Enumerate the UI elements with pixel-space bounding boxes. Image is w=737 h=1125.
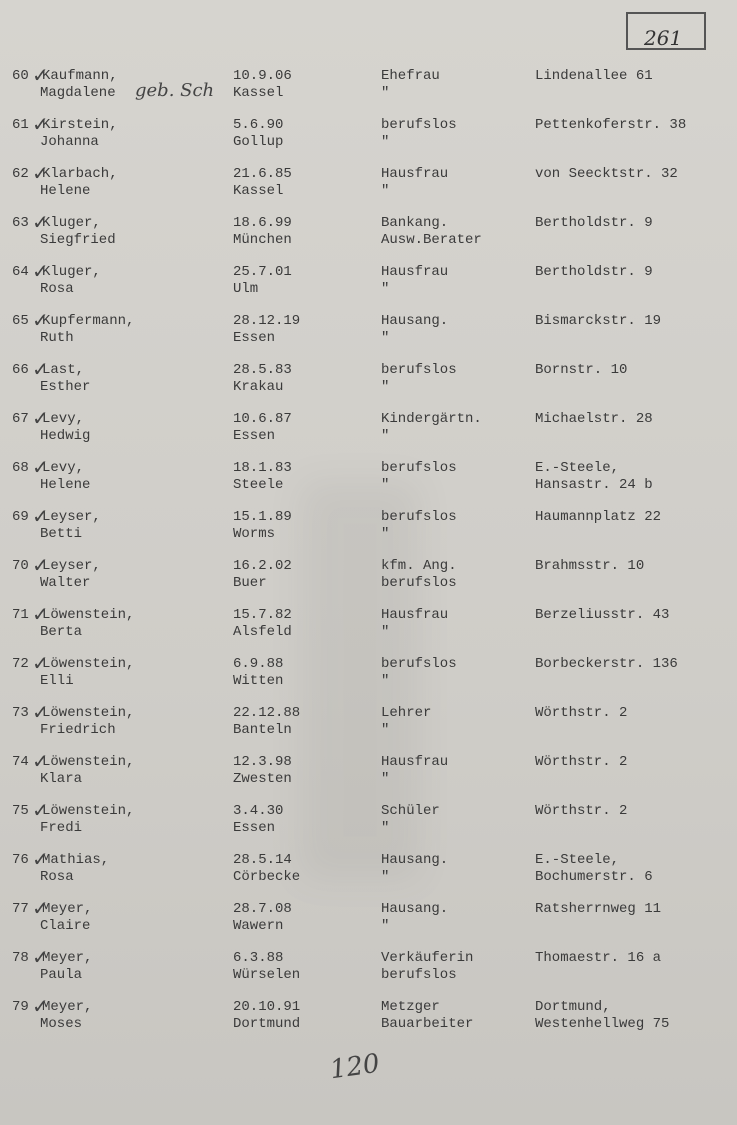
last-name: Kirstein, xyxy=(42,117,118,133)
occupation-line2: " xyxy=(381,820,390,836)
check-mark-icon: ✓ xyxy=(32,63,49,87)
entry-number: 70 xyxy=(12,558,29,574)
check-mark-icon: ✓ xyxy=(32,259,49,283)
occupation-line2: " xyxy=(381,281,390,297)
first-name: Magdalene xyxy=(40,85,116,101)
birth-place: Dortmund xyxy=(233,1016,301,1032)
list-item xyxy=(0,406,737,459)
birth-place: Cörbecke xyxy=(233,869,301,885)
first-name: Rosa xyxy=(40,281,74,297)
entry-number: 60 xyxy=(12,68,29,84)
first-name: Fredi xyxy=(40,820,83,836)
entry-number: 71 xyxy=(12,607,29,623)
list-item xyxy=(0,945,737,998)
occupation: berufslos xyxy=(381,509,457,525)
list-item xyxy=(0,749,737,802)
birth-place: Alsfeld xyxy=(233,624,292,640)
first-name: Ruth xyxy=(40,330,74,346)
check-mark-icon: ✓ xyxy=(32,406,49,430)
address: Ratsherrnweg 11 xyxy=(535,901,662,917)
occupation-line2: berufslos xyxy=(381,575,457,591)
birth-date: 5.6.90 xyxy=(233,117,284,133)
entry-number: 74 xyxy=(12,754,29,770)
address: Wörthstr. 2 xyxy=(535,754,628,770)
birth-date: 6.3.88 xyxy=(233,950,284,966)
birth-date: 15.7.82 xyxy=(233,607,292,623)
occupation-line2: " xyxy=(381,526,390,542)
first-name: Betti xyxy=(40,526,83,542)
occupation-line2: " xyxy=(381,869,390,885)
list-item xyxy=(0,896,737,949)
occupation-line2: " xyxy=(381,183,390,199)
birth-date: 3.4.30 xyxy=(233,803,284,819)
birth-place: Steele xyxy=(233,477,284,493)
birth-place: Zwesten xyxy=(233,771,292,787)
entry-number: 69 xyxy=(12,509,29,525)
birth-date: 18.1.83 xyxy=(233,460,292,476)
occupation: Hausfrau xyxy=(381,264,449,280)
last-name: Löwenstein, xyxy=(42,656,135,672)
occupation: Verkäuferin xyxy=(381,950,474,966)
last-name: Kluger, xyxy=(42,264,101,280)
first-name: Siegfried xyxy=(40,232,116,248)
last-name: Levy, xyxy=(42,460,85,476)
list-item xyxy=(0,161,737,214)
check-mark-icon: ✓ xyxy=(32,504,49,528)
list-item xyxy=(0,112,737,165)
birth-place: Wawern xyxy=(233,918,284,934)
occupation: Hausang. xyxy=(381,313,449,329)
check-mark-icon: ✓ xyxy=(32,455,49,479)
occupation: berufslos xyxy=(381,117,457,133)
entry-number: 79 xyxy=(12,999,29,1015)
occupation: Hausfrau xyxy=(381,607,449,623)
occupation: berufslos xyxy=(381,460,457,476)
occupation-line2: " xyxy=(381,624,390,640)
birth-date: 6.9.88 xyxy=(233,656,284,672)
birth-place: Kassel xyxy=(233,183,284,199)
occupation-line2: Bauarbeiter xyxy=(381,1016,474,1032)
birth-date: 16.2.02 xyxy=(233,558,292,574)
entry-number: 64 xyxy=(12,264,29,280)
last-name: Meyer, xyxy=(42,901,93,917)
entry-number: 75 xyxy=(12,803,29,819)
list-item xyxy=(0,259,737,312)
list-item xyxy=(0,210,737,263)
last-name: Meyer, xyxy=(42,950,93,966)
last-name: Levy, xyxy=(42,411,85,427)
entry-number: 61 xyxy=(12,117,29,133)
entry-number: 73 xyxy=(12,705,29,721)
check-mark-icon: ✓ xyxy=(32,896,49,920)
check-mark-icon: ✓ xyxy=(32,651,49,675)
list-item xyxy=(0,700,737,753)
birth-place: Würselen xyxy=(233,967,301,983)
birth-place: Essen xyxy=(233,428,276,444)
occupation: Bankang. xyxy=(381,215,449,231)
stamp-number: 261 xyxy=(644,26,683,50)
check-mark-icon: ✓ xyxy=(32,161,49,185)
occupation: Kindergärtn. xyxy=(381,411,482,427)
first-name: Berta xyxy=(40,624,83,640)
first-name: Helene xyxy=(40,477,91,493)
list-item xyxy=(0,455,737,508)
birth-date: 10.9.06 xyxy=(233,68,292,84)
occupation-line2: Ausw.Berater xyxy=(381,232,482,248)
handwritten-signature: 120 xyxy=(328,1048,382,1086)
first-name: Claire xyxy=(40,918,91,934)
birth-place: Krakau xyxy=(233,379,284,395)
birth-date: 22.12.88 xyxy=(233,705,301,721)
address: Haumannplatz 22 xyxy=(535,509,662,525)
occupation: kfm. Ang. xyxy=(381,558,457,574)
list-item xyxy=(0,798,737,851)
address: Borbeckerstr. 136 xyxy=(535,656,678,672)
occupation-line2: " xyxy=(381,428,390,444)
list-item xyxy=(0,994,737,1047)
birth-place: München xyxy=(233,232,292,248)
occupation: Hausang. xyxy=(381,852,449,868)
address-line2: Bochumerstr. 6 xyxy=(535,869,653,885)
address: E.-Steele, xyxy=(535,460,620,476)
entry-number: 76 xyxy=(12,852,29,868)
first-name: Moses xyxy=(40,1016,83,1032)
birth-place: Ulm xyxy=(233,281,259,297)
address: E.-Steele, xyxy=(535,852,620,868)
birth-place: Banteln xyxy=(233,722,292,738)
entry-number: 67 xyxy=(12,411,29,427)
address: Bertholdstr. 9 xyxy=(535,215,653,231)
check-mark-icon: ✓ xyxy=(32,357,49,381)
occupation-line2: " xyxy=(381,771,390,787)
address: Bertholdstr. 9 xyxy=(535,264,653,280)
list-item xyxy=(0,553,737,606)
list-item xyxy=(0,847,737,900)
address: Dortmund, xyxy=(535,999,611,1015)
last-name: Kupfermann, xyxy=(42,313,135,329)
birth-date: 18.6.99 xyxy=(233,215,292,231)
entry-number: 78 xyxy=(12,950,29,966)
birth-place: Kassel xyxy=(233,85,284,101)
address: Pettenkoferstr. 38 xyxy=(535,117,687,133)
last-name: Klarbach, xyxy=(42,166,118,182)
occupation: Hausfrau xyxy=(381,166,449,182)
first-name: Walter xyxy=(40,575,91,591)
birth-date: 28.5.83 xyxy=(233,362,292,378)
birth-date: 28.12.19 xyxy=(233,313,301,329)
first-name: Elli xyxy=(40,673,74,689)
last-name: Löwenstein, xyxy=(42,705,135,721)
list-item xyxy=(0,651,737,704)
last-name: Kaufmann, xyxy=(42,68,118,84)
last-name: Löwenstein, xyxy=(42,607,135,623)
entry-number: 63 xyxy=(12,215,29,231)
birth-place: Essen xyxy=(233,330,276,346)
handwritten-annotation: geb. Sch xyxy=(135,80,215,101)
check-mark-icon: ✓ xyxy=(32,700,49,724)
list-item xyxy=(0,504,737,557)
occupation-line2: " xyxy=(381,85,390,101)
first-name: Hedwig xyxy=(40,428,91,444)
address: Wörthstr. 2 xyxy=(535,803,628,819)
birth-place: Worms xyxy=(233,526,276,542)
address: Wörthstr. 2 xyxy=(535,705,628,721)
occupation-line2: " xyxy=(381,379,390,395)
page-number-stamp xyxy=(626,12,706,50)
first-name: Johanna xyxy=(40,134,99,150)
address: Lindenallee 61 xyxy=(535,68,653,84)
first-name: Esther xyxy=(40,379,91,395)
entry-number: 62 xyxy=(12,166,29,182)
address-line2: Hansastr. 24 b xyxy=(535,477,653,493)
last-name: Meyer, xyxy=(42,999,93,1015)
last-name: Kluger, xyxy=(42,215,101,231)
address: Michaelstr. 28 xyxy=(535,411,653,427)
occupation: Hausfrau xyxy=(381,754,449,770)
check-mark-icon: ✓ xyxy=(32,210,49,234)
occupation-line2: " xyxy=(381,134,390,150)
last-name: Leyser, xyxy=(42,509,101,525)
birth-place: Buer xyxy=(233,575,267,591)
list-item xyxy=(0,357,737,410)
birth-date: 28.5.14 xyxy=(233,852,292,868)
entry-number: 72 xyxy=(12,656,29,672)
occupation-line2: " xyxy=(381,918,390,934)
occupation: berufslos xyxy=(381,362,457,378)
occupation-line2: " xyxy=(381,477,390,493)
last-name: Mathias, xyxy=(42,852,110,868)
address: Bismarckstr. 19 xyxy=(535,313,662,329)
entry-number: 68 xyxy=(12,460,29,476)
check-mark-icon: ✓ xyxy=(32,602,49,626)
occupation: Hausang. xyxy=(381,901,449,917)
occupation: Ehefrau xyxy=(381,68,440,84)
check-mark-icon: ✓ xyxy=(32,749,49,773)
entry-number: 65 xyxy=(12,313,29,329)
birth-date: 20.10.91 xyxy=(233,999,301,1015)
check-mark-icon: ✓ xyxy=(32,994,49,1018)
occupation: berufslos xyxy=(381,656,457,672)
check-mark-icon: ✓ xyxy=(32,112,49,136)
first-name: Rosa xyxy=(40,869,74,885)
birth-date: 21.6.85 xyxy=(233,166,292,182)
last-name: Löwenstein, xyxy=(42,803,135,819)
list-item xyxy=(0,602,737,655)
last-name: Last, xyxy=(42,362,85,378)
birth-date: 10.6.87 xyxy=(233,411,292,427)
occupation: Lehrer xyxy=(381,705,432,721)
entry-number: 77 xyxy=(12,901,29,917)
birth-place: Essen xyxy=(233,820,276,836)
birth-date: 15.1.89 xyxy=(233,509,292,525)
birth-place: Witten xyxy=(233,673,284,689)
occupation-line2: berufslos xyxy=(381,967,457,983)
check-mark-icon: ✓ xyxy=(32,945,49,969)
check-mark-icon: ✓ xyxy=(32,847,49,871)
check-mark-icon: ✓ xyxy=(32,798,49,822)
occupation-line2: " xyxy=(381,673,390,689)
last-name: Leyser, xyxy=(42,558,101,574)
first-name: Paula xyxy=(40,967,83,983)
list-item xyxy=(0,308,737,361)
occupation-line2: " xyxy=(381,722,390,738)
first-name: Klara xyxy=(40,771,83,787)
occupation: Schüler xyxy=(381,803,440,819)
occupation-line2: " xyxy=(381,330,390,346)
check-mark-icon: ✓ xyxy=(32,553,49,577)
birth-date: 28.7.08 xyxy=(233,901,292,917)
address: Brahmsstr. 10 xyxy=(535,558,645,574)
first-name: Friedrich xyxy=(40,722,116,738)
birth-place: Gollup xyxy=(233,134,284,150)
list-item xyxy=(0,63,737,116)
birth-date: 25.7.01 xyxy=(233,264,292,280)
last-name: Löwenstein, xyxy=(42,754,135,770)
address-line2: Westenhellweg 75 xyxy=(535,1016,670,1032)
address: von Seecktstr. 32 xyxy=(535,166,678,182)
check-mark-icon: ✓ xyxy=(32,308,49,332)
first-name: Helene xyxy=(40,183,91,199)
address: Thomaestr. 16 a xyxy=(535,950,662,966)
address: Berzeliusstr. 43 xyxy=(535,607,670,623)
entry-number: 66 xyxy=(12,362,29,378)
address: Bornstr. 10 xyxy=(535,362,628,378)
occupation: Metzger xyxy=(381,999,440,1015)
birth-date: 12.3.98 xyxy=(233,754,292,770)
